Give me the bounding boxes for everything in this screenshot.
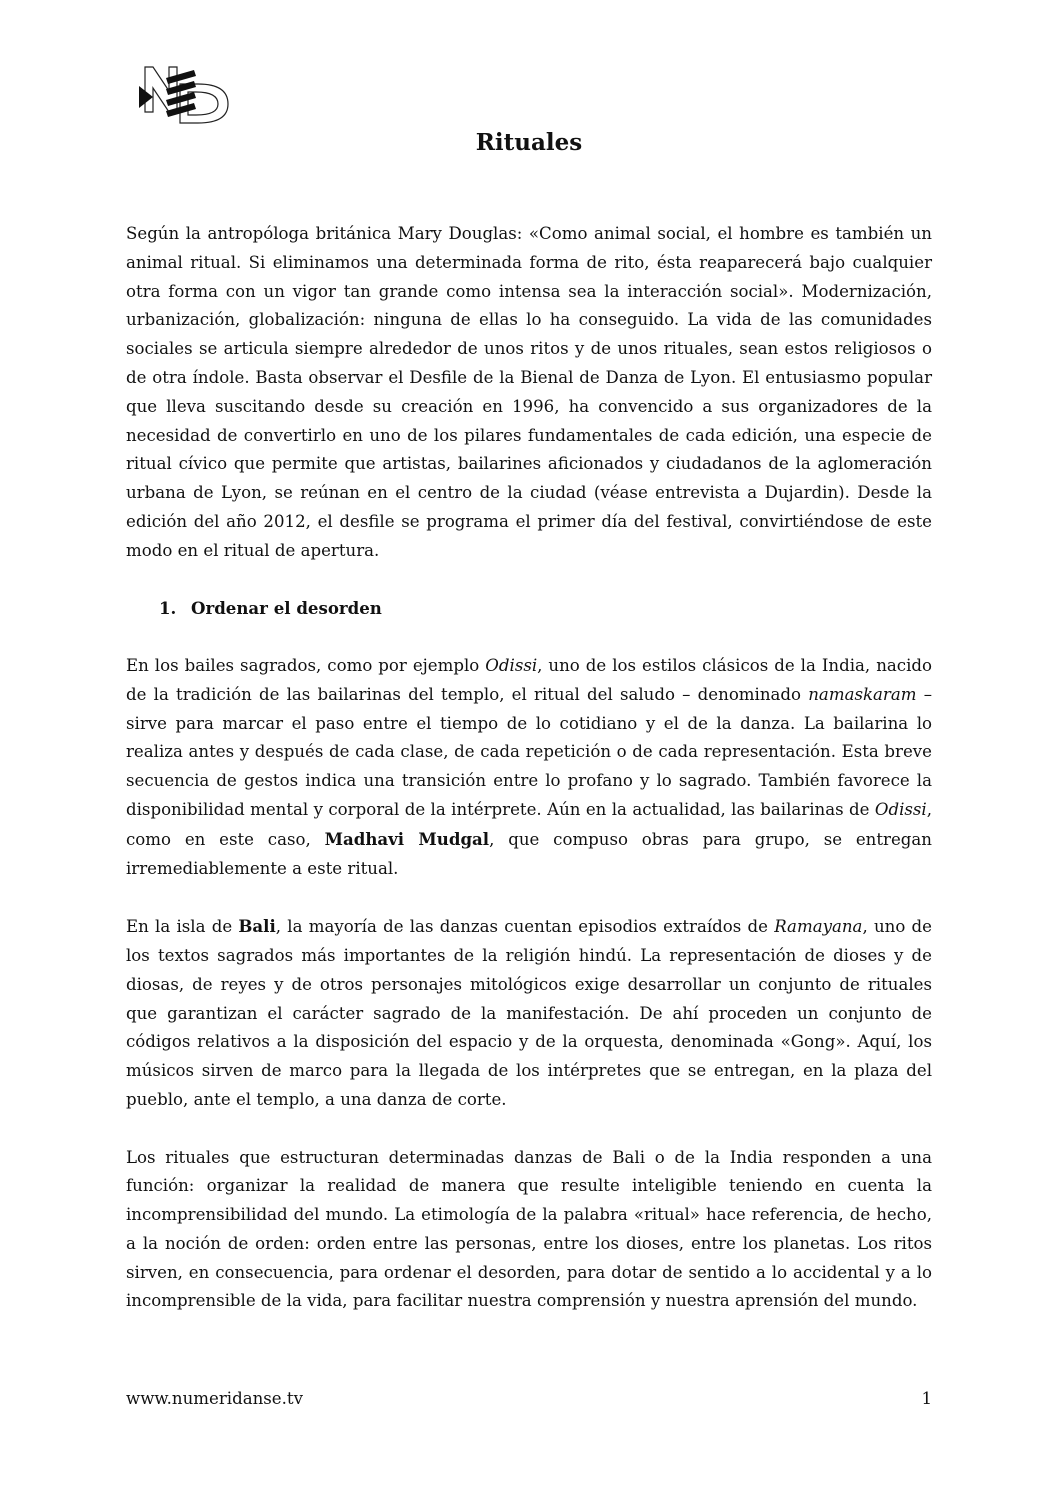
paragraph-conclusion: Los rituales que estructuran determinadas danzas de Bali o de la India responden a una función: organizar la realidad de manera que resulte inteligible teniendo en cuenta la incomprensibilidad del mundo. La etimología de la palabra «ritual» hace referencia, de hecho, a la noción de orden: orden entre las personas, entre los dioses, entre los planetas. Los ritos sirven, en consecuencia, para ordenar el desorden, para dotar de sentido a lo accidental y a lo incomprensible de la vida, para facilitar nuestra comprensión y nuestra aprensión del mundo. xyxy=(126,1147,932,1311)
italic-term: Odissi xyxy=(485,655,538,675)
spacer xyxy=(126,623,932,652)
text-run: – sirve para marcar el paso entre el tiempo de lo cotidiano y el de la danza. La bailarina lo realiza antes y después de cada clase, de cada repetición o de cada representación. Esta breve secuencia de gestos indica una transición entre lo profano y lo sagrado. También favorece la disponibilidad mental y corporal de la intérprete. Aún en la actualidad, las bailarinas de xyxy=(126,684,932,819)
spacer xyxy=(126,1115,932,1144)
document-body xyxy=(126,220,932,1316)
section-title: Ordenar el desorden xyxy=(191,598,382,619)
paragraph-intro: Según la antropóloga británica Mary Douglas: «Como animal social, el hombre es también un animal ritual. Si eliminamos una determinada forma de rito, ésta reaparecerá bajo cualquier otra forma con un vigor tan grande como intensa sea la interacción social». Modernización, urbanización, globalización: ninguna de ellas lo ha conseguido. La vida de las comunidades sociales se articula siempre alrededor de unos ritos y de unos rituales, sean estos religiosos o de otra índole. Basta observar el Desfile de la Bienal de Danza de Lyon. El entusiasmo popular que lleva suscitando desde su creación en 1996, ha convencido a sus organizadores de la necesidad de convertirlo en uno de los pilares fundamentales de cada edición, una especie de ritual cívico que permite que artistas, bailarines aficionados y ciudadanos de la aglomeración urbana de Lyon, se reúnan en el centro de la ciudad (véase entrevista a Dujardin). Desde la edición del año 2012, el desfile se programa el primer día del festival, convirtiéndose de este modo en el ritual de apertura. xyxy=(126,224,932,560)
text-run: , uno de los textos sagrados más importantes de la religión hindú. La representación de dioses y de diosas, de reyes y de otros personajes mitológicos exige desarrollar un conjunto de rituales que garantizan el carácter sagrado de la manifestación. De ahí proceden un conjunto de códigos relativos a la disposición del espacio y de la orquesta, denominada «Gong». Aquí, los músicos sirven de marco para la llegada de los intérpretes que se entregan, en la plaza del pueblo, ante el templo, a una danza de corte. xyxy=(126,917,932,1109)
text-run: , que compuso obras para grupo, se entregan irremediablemente a este ritual. xyxy=(126,829,932,878)
spacer xyxy=(126,883,932,912)
page-footer xyxy=(126,1385,932,1413)
spacer xyxy=(126,566,932,595)
page-title: Rituales xyxy=(475,129,583,156)
bold-name: Bali xyxy=(238,916,276,937)
nd-logo-icon xyxy=(136,64,232,126)
italic-term: Ramayana xyxy=(774,917,863,937)
text-run: En los bailes sagrados, como por ejemplo xyxy=(126,655,486,675)
text-run: , como en este caso, xyxy=(126,799,932,849)
bold-name: Madhavi Mudgal xyxy=(324,828,490,849)
text-run: En la isla de xyxy=(126,917,239,937)
page-number: 1 xyxy=(921,1389,932,1408)
numeridanse-logo xyxy=(136,64,232,126)
paragraph-bali xyxy=(126,912,932,1115)
text-run: , la mayoría de las danzas cuentan episodios extraídos de xyxy=(275,917,775,937)
section-number: 1. xyxy=(159,598,177,619)
footer-url: www.numeridanse.tv xyxy=(126,1389,303,1408)
text-run: , uno de los estilos clásicos de la India, nacido de la tradición de las bailarinas del templo, el ritual del saludo – denominado xyxy=(126,655,932,704)
paragraph-odissi xyxy=(126,652,932,883)
italic-term: namaskaram xyxy=(808,684,917,704)
section-heading xyxy=(126,594,932,623)
italic-term: Odissi xyxy=(874,799,927,819)
